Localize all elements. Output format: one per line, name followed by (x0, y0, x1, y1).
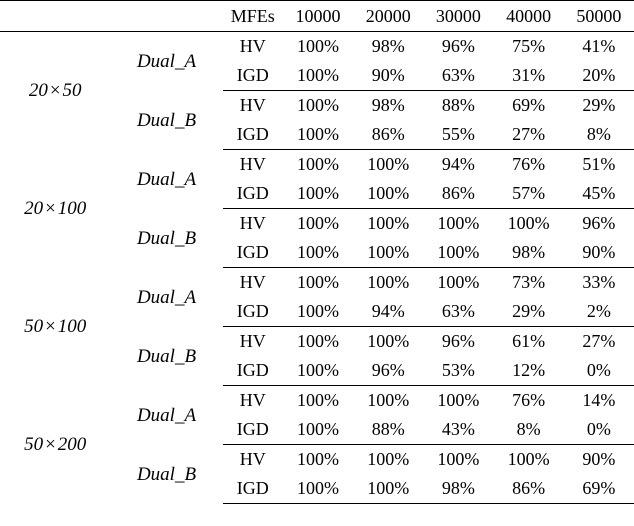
cell-value: 61% (512, 331, 546, 351)
cell-value: 12% (494, 356, 564, 386)
group-size-left-2: 50 (24, 316, 44, 337)
header-group-cell (0, 1, 110, 32)
table-row (0, 32, 634, 62)
table-header-row (0, 1, 634, 32)
algo-label-2-0: Dual_A (136, 286, 197, 308)
cell-value: 86% (494, 474, 564, 504)
cell-value: 96% (582, 213, 616, 233)
cell-value: 100% (367, 272, 410, 292)
cell-value: 98% (494, 238, 564, 268)
cell-value: 63% (423, 61, 493, 91)
cell-value: 43% (423, 415, 493, 445)
header-budget-20000: 20000 (353, 1, 423, 32)
cell-value: 100% (353, 238, 423, 268)
cell-value: 100% (296, 213, 339, 233)
cell-value: 33% (582, 272, 616, 292)
header-budget-10000: 10000 (283, 1, 353, 32)
group-size-right-1: 100 (57, 198, 87, 219)
cell-value: 100% (367, 449, 410, 469)
cell-value: 27% (582, 331, 616, 351)
cell-value: 96% (441, 36, 475, 56)
metric-label: IGD (223, 415, 283, 445)
cell-value: 8% (564, 120, 634, 150)
metric-label: IGD (223, 238, 283, 268)
group-label-1 (0, 150, 110, 268)
cell-value: 100% (296, 36, 339, 56)
cell-value: 100% (437, 272, 480, 292)
table-row (0, 386, 634, 416)
metric-label: IGD (223, 474, 283, 504)
metric-label: HV (239, 272, 266, 292)
cell-value: 29% (494, 297, 564, 327)
cell-value: 69% (512, 95, 546, 115)
cell-value: 2% (564, 297, 634, 327)
header-budget-40000: 40000 (494, 1, 564, 32)
metric-label: IGD (223, 61, 283, 91)
cell-value: 100% (353, 179, 423, 209)
metric-label: HV (239, 213, 266, 233)
cell-value: 45% (564, 179, 634, 209)
group-size-right-2: 100 (57, 316, 87, 337)
group-size-right-3: 200 (57, 434, 87, 455)
header-algo-cell (110, 1, 222, 32)
cell-value: 41% (582, 36, 616, 56)
table-row (0, 150, 634, 180)
metric-label: IGD (223, 297, 283, 327)
cell-value: 100% (296, 331, 339, 351)
cell-value: 96% (441, 331, 475, 351)
cell-value: 100% (283, 61, 353, 91)
algo-label-1-1: Dual_B (136, 227, 197, 249)
algo-label-2-1: Dual_B (136, 345, 197, 367)
cell-value: 86% (423, 179, 493, 209)
cell-value: 86% (353, 120, 423, 150)
cell-value: 20% (564, 61, 634, 91)
cell-value: 100% (367, 331, 410, 351)
cell-value: 100% (367, 390, 410, 410)
cell-value: 0% (564, 415, 634, 445)
cell-value: 90% (353, 61, 423, 91)
metric-label: HV (239, 390, 266, 410)
metric-label: HV (239, 331, 266, 351)
cell-value: 76% (512, 154, 546, 174)
cell-value: 100% (367, 154, 410, 174)
algo-label-0-1: Dual_B (136, 109, 197, 131)
cell-value: 100% (437, 449, 480, 469)
cell-value: 100% (296, 390, 339, 410)
cell-value: 96% (353, 356, 423, 386)
cell-value: 98% (371, 36, 405, 56)
cell-value: 51% (582, 154, 616, 174)
cell-value: 73% (512, 272, 546, 292)
cell-value: 27% (494, 120, 564, 150)
cell-value: 100% (423, 238, 493, 268)
group-size-sep-3: × (45, 434, 56, 455)
cell-value: 100% (353, 474, 423, 504)
cell-value: 53% (423, 356, 493, 386)
cell-value: 100% (437, 213, 480, 233)
algo-label-3-1: Dual_B (136, 463, 197, 485)
metric-label: HV (239, 449, 266, 469)
cell-value: 100% (296, 449, 339, 469)
cell-value: 88% (353, 415, 423, 445)
metric-label: IGD (223, 120, 283, 150)
cell-value: 100% (507, 449, 550, 469)
group-label-2 (0, 268, 110, 386)
header-budget-50000: 50000 (564, 1, 634, 32)
cell-value: 57% (494, 179, 564, 209)
group-size-sep-1: × (45, 198, 56, 219)
cell-value: 100% (437, 390, 480, 410)
group-label-3 (0, 386, 110, 504)
cell-value: 100% (296, 154, 339, 174)
group-size-left-1: 20 (24, 198, 44, 219)
group-size-sep-0: × (49, 80, 61, 102)
cell-value: 100% (283, 120, 353, 150)
cell-value: 98% (423, 474, 493, 504)
metric-label: HV (239, 95, 266, 115)
cell-value: 63% (423, 297, 493, 327)
group-size-left-0: 20 (28, 80, 48, 102)
cell-value: 98% (371, 95, 405, 115)
cell-value: 76% (512, 390, 546, 410)
cell-value: 90% (582, 449, 616, 469)
cell-value: 31% (494, 61, 564, 91)
cell-value: 55% (423, 120, 493, 150)
algo-label-0-0: Dual_A (136, 50, 197, 72)
cell-value: 100% (296, 95, 339, 115)
cell-value: 100% (283, 474, 353, 504)
cell-value: 100% (283, 356, 353, 386)
cell-value: 100% (367, 213, 410, 233)
header-metric-cell: MFEs (223, 1, 283, 32)
group-size-left-3: 50 (24, 434, 44, 455)
cell-value: 90% (564, 238, 634, 268)
cell-value: 14% (582, 390, 616, 410)
cell-value: 94% (441, 154, 475, 174)
cell-value: 75% (512, 36, 546, 56)
group-size-sep-2: × (45, 316, 56, 337)
cell-value: 100% (283, 179, 353, 209)
cell-value: 88% (441, 95, 475, 115)
cell-value: 0% (564, 356, 634, 386)
cell-value: 94% (353, 297, 423, 327)
metric-label: HV (239, 36, 266, 56)
cell-value: 100% (283, 297, 353, 327)
group-label-0 (0, 32, 110, 150)
cell-value: 8% (494, 415, 564, 445)
metric-label: HV (239, 154, 266, 174)
algo-label-3-0: Dual_A (136, 404, 197, 426)
table-row (0, 268, 634, 298)
metric-label: IGD (223, 356, 283, 386)
metric-label: IGD (223, 179, 283, 209)
cell-value: 100% (296, 272, 339, 292)
cell-value: 100% (283, 238, 353, 268)
header-budget-30000: 30000 (423, 1, 493, 32)
cell-value: 69% (564, 474, 634, 504)
cell-value: 100% (283, 415, 353, 445)
group-size-right-0: 50 (62, 80, 82, 102)
algo-label-1-0: Dual_A (136, 168, 197, 190)
cell-value: 100% (507, 213, 550, 233)
cell-value: 29% (582, 95, 616, 115)
